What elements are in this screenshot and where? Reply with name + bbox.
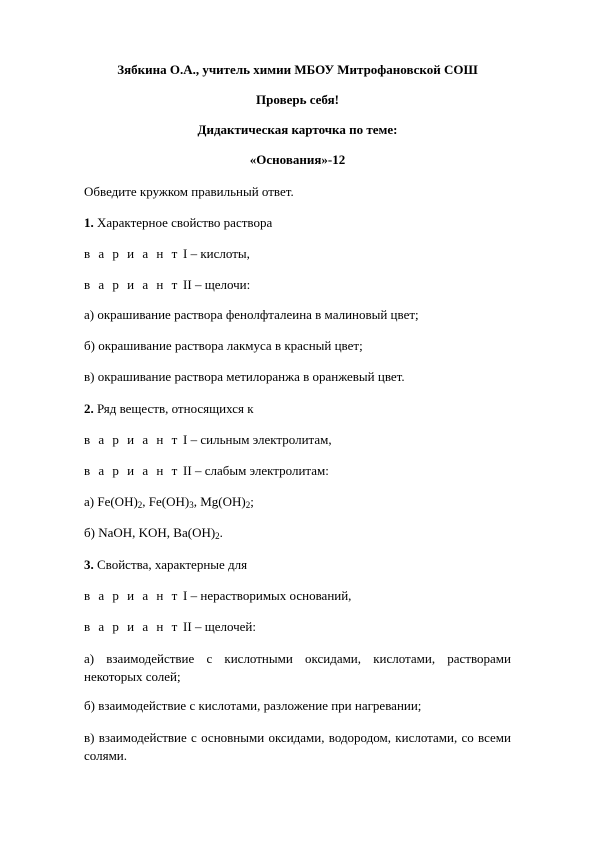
variant-text: I – кислоты, bbox=[183, 246, 250, 261]
answer-option[interactable]: а) взаимодействие с кислотными оксидами, кислотами, растворами некоторых солей; bbox=[84, 651, 511, 684]
formula-text: . bbox=[219, 525, 223, 540]
variant-line bbox=[84, 619, 256, 635]
check-title: Проверь себя! bbox=[256, 92, 339, 107]
question-2 bbox=[84, 401, 254, 417]
answer-option[interactable]: в) взаимодействие с основными оксидами, водородом, кислотами, со всеми солями. bbox=[84, 730, 511, 763]
topic-title: «Основания»-12 bbox=[249, 152, 346, 167]
variant-word: в а р и а н т bbox=[84, 588, 180, 603]
formula-text: а) Fe(OH) bbox=[84, 494, 138, 509]
variant-word: в а р и а н т bbox=[84, 432, 180, 447]
answer-option[interactable] bbox=[84, 494, 254, 510]
formula-text: б) NaOH, KOH, Ba(OH) bbox=[84, 525, 216, 540]
variant-line bbox=[84, 463, 329, 479]
subscript: 3 bbox=[189, 500, 194, 510]
question-1 bbox=[84, 215, 272, 231]
question-number: 1. bbox=[84, 215, 94, 230]
question-text: Ряд веществ, относящихся к bbox=[97, 401, 254, 416]
card-title: Дидактическая карточка по теме: bbox=[197, 122, 398, 137]
variant-text: I – сильным электролитам, bbox=[183, 432, 332, 447]
variant-line bbox=[84, 246, 250, 262]
formula-text: , Mg(OH) bbox=[193, 494, 246, 509]
subscript: 2 bbox=[137, 500, 143, 510]
formula-text: , Fe(OH) bbox=[142, 494, 190, 509]
question-number: 2. bbox=[84, 401, 94, 416]
answer-option[interactable]: а) окрашивание раствора фенолфталеина в малиновый цвет; bbox=[84, 307, 419, 322]
question-number: 3. bbox=[84, 557, 94, 572]
variant-word: в а р и а н т bbox=[84, 246, 180, 261]
variant-text: I – нерастворимых оснований, bbox=[183, 588, 352, 603]
answer-option[interactable]: б) окрашивание раствора лакмуса в красный цвет; bbox=[84, 338, 363, 353]
answer-option[interactable] bbox=[84, 525, 223, 541]
author-line: Зябкина О.А., учитель химии МБОУ Митрофановской СОШ bbox=[117, 62, 478, 77]
subscript: 2 bbox=[245, 500, 251, 510]
answer-option[interactable]: б) взаимодействие с кислотами, разложение при нагревании; bbox=[84, 698, 422, 713]
variant-word: в а р и а н т bbox=[84, 463, 180, 478]
subscript: 2 bbox=[215, 531, 220, 541]
variant-text: II – щелочей: bbox=[183, 619, 256, 634]
variant-text: II – щелочи: bbox=[183, 277, 251, 292]
question-text: Свойства, характерные для bbox=[97, 557, 248, 572]
variant-line bbox=[84, 277, 250, 293]
answer-option[interactable]: в) окрашивание раствора метилоранжа в оранжевый цвет. bbox=[84, 369, 405, 384]
instruction: Обведите кружком правильный ответ. bbox=[84, 184, 294, 199]
variant-word: в а р и а н т bbox=[84, 277, 180, 292]
question-text: Характерное свойство раствора bbox=[97, 215, 273, 230]
variant-line bbox=[84, 588, 351, 604]
variant-line bbox=[84, 432, 332, 448]
question-3 bbox=[84, 557, 247, 573]
variant-text: II – слабым электролитам: bbox=[183, 463, 329, 478]
formula-text: ; bbox=[250, 494, 254, 509]
variant-word: в а р и а н т bbox=[84, 619, 180, 634]
